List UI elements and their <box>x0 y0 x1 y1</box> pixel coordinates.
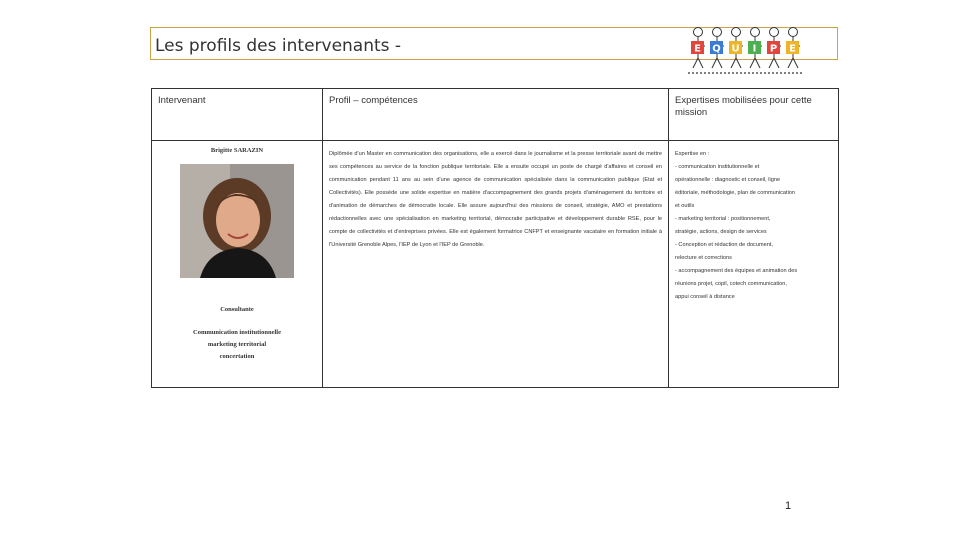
team-logo-icon <box>686 24 814 76</box>
page-number: 1 <box>785 500 792 512</box>
expertise-line: relecture et corrections <box>675 255 732 261</box>
expertise-list <box>669 141 838 304</box>
person-name: Brigitte SARAZIN <box>210 147 264 154</box>
svg-text:Q: Q <box>712 43 721 55</box>
expertise-line: appui conseil à distance <box>675 294 735 300</box>
expertise-line: et outils <box>675 203 695 209</box>
svg-text:E: E <box>789 43 796 55</box>
profiles-table <box>151 88 839 388</box>
expertise-line: stratégie, actions, design de services <box>675 229 767 235</box>
table-header-row <box>152 89 839 141</box>
expertise-line: - Conception et rédaction de document, <box>675 242 773 248</box>
expertise-line: opérationnelle : diagnostic et conseil, ligne <box>675 177 781 183</box>
svg-text:P: P <box>769 43 778 55</box>
expertise-line: - marketing territorial : positionnement, <box>675 216 771 222</box>
person-role: Consultante <box>220 306 254 313</box>
svg-text:E: E <box>694 43 701 55</box>
person-photo <box>180 164 294 278</box>
page-title: Les profils des intervenants - <box>155 36 402 56</box>
intervenant-cell <box>152 141 323 388</box>
header-profil: Profil – compétences <box>323 89 669 141</box>
header-intervenant: Intervenant <box>152 89 323 141</box>
expertise-line: - accompagnement des équipes et animation des <box>675 268 798 274</box>
expertise-line: Expertise en : <box>675 151 710 157</box>
expertise-line: - communication institutionnelle et <box>675 164 760 170</box>
expertise-line: réunions projet, copil, cotech communication, <box>675 281 787 287</box>
expertise-line: éditoriale, méthodologie, plan de communication <box>675 190 796 196</box>
profil-cell <box>323 141 669 388</box>
person-skills: Communication institutionnelle marketing territorial concertation <box>193 329 281 360</box>
profile-bio: Diplômée d'un Master en communication des organisations, elle a exercé dans le journalisme et la presse territoriale avant de mettre ses compétences au service de la fonction publique territoriale. Elle a ensuite occupé un poste de chargé d'affaires et conseil en communication pendant 11 ans au sein d'une agence de communication spécialisée dans la communication publique (Etat et Collectivités). Elle possède une solide expertise en matière d'accompagnement des grands projets d'aménagement du territoire et d'animation de démarches de démocratie locale. Elle assure aujourd'hui des missions de conseil, stratégie, AMO et prestations rédactionnelles avec une spécialisation en marketing territorial, démocratie participative et développement durable RSE, pour le compte de collectivités et d'entreprises privées. Elle est également formatrice CNFPT et enseignante vacataire en formation initiale à l'Université Grenoble Alpes, l'IEP de Lyon et l'IEP de Grenoble. <box>329 151 662 248</box>
expertises-cell <box>669 141 839 388</box>
header-expertises: Expertises mobilisées pour cette mission <box>669 89 839 141</box>
svg-text:U: U <box>731 43 740 55</box>
svg-text:I: I <box>752 43 757 55</box>
table-row <box>152 141 839 388</box>
